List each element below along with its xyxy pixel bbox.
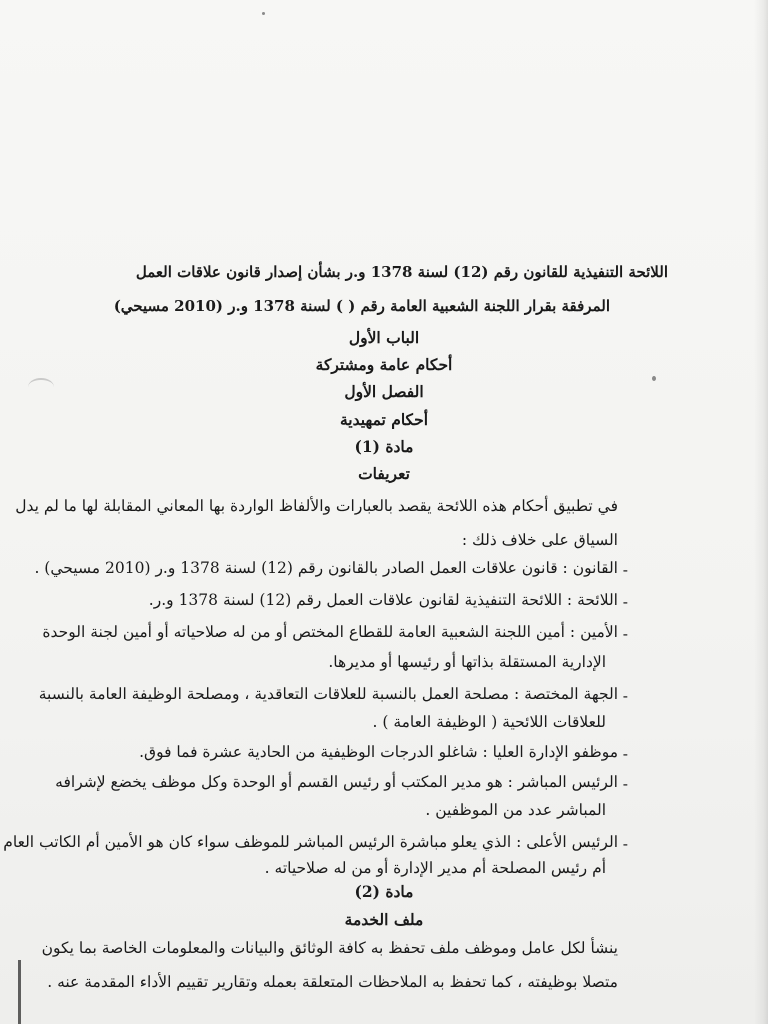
article-2-line-2: متصلا بوظيفته ، كما تحفظ به الملاحظات المتعلقة بعمله وتقارير تقييم الأداء المقدمة عنه . (47, 973, 618, 991)
definition-law: القانون : قانون علاقات العمل الصادر بالقانون رقم (12) لسنة 1378 و.ر (2010 مسيحي) . (34, 559, 618, 577)
definition-direct-supervisor: الرئيس المباشر : هو مدير المكتب أو رئيس القسم أو الوحدة وكل موظف يخضع لإشرافه (55, 773, 618, 791)
binding-mark (18, 960, 43, 1024)
section-heading: الباب الأول (348, 328, 420, 347)
chapter-subtitle: أحكام تمهيدية (339, 410, 429, 429)
scan-speck (262, 12, 265, 15)
article-1-title: تعريفات (358, 464, 410, 483)
chapter-heading: الفصل الأول (344, 382, 424, 401)
list-bullet: - (622, 625, 628, 643)
definition-secretary: الأمين : أمين اللجنة الشعبية العامة للقطاع المختص أو من له صلاحياته أو أمين لجنة الوحدة (42, 623, 618, 641)
page-edge-shadow (754, 0, 768, 1024)
document-title-line-1: اللائحة التنفيذية للقانون رقم (12) لسنة 1378 و.ر بشأن إصدار قانون علاقات العمل (135, 263, 668, 281)
list-bullet: - (622, 593, 628, 611)
definition-higher-supervisor: الرئيس الأعلى : الذي يعلو مباشرة الرئيس المباشر للموظف سواء كان هو الأمين أم الكاتب العام (3, 833, 618, 851)
document-title-line-2: المرفقة بقرار اللجنة الشعبية العامة رقم ( ) لسنة 1378 و.ر (2010 مسيحي) (113, 297, 610, 315)
list-bullet: - (622, 835, 628, 853)
definition-competent-authority-continued: للعلاقات اللائحية ( الوظيفة العامة ) . (372, 713, 606, 731)
article-2-title: ملف الخدمة (344, 910, 424, 929)
list-bullet: - (622, 745, 628, 763)
article-1-heading: مادة (1) (354, 437, 414, 456)
definition-secretary-continued: الإدارية المستقلة بذاتها أو رئيسها أو مديرها. (328, 653, 606, 671)
definition-senior-management: موظفو الإدارة العليا : شاغلو الدرجات الوظيفية من الحادية عشرة فما فوق. (139, 743, 618, 761)
list-bullet: - (622, 775, 628, 793)
article-2-heading: مادة (2) (354, 882, 414, 901)
article-1-intro-line-1: في تطبيق أحكام هذه اللائحة يقصد بالعبارات والألفاظ الواردة بها المعاني المقابلة لها ما لم يدل (15, 497, 618, 515)
definition-higher-supervisor-continued: أم رئيس المصلحة أم مدير الإدارة أو من له صلاحياته . (264, 859, 606, 877)
section-subtitle: أحكام عامة ومشتركة (315, 355, 453, 374)
article-2-line-1: ينشأ لكل عامل وموظف ملف تحفظ به كافة الوثائق والبيانات والمعلومات الخاصة بما يكون (41, 939, 618, 957)
list-bullet: - (622, 687, 628, 705)
definition-regulation: اللائحة : اللائحة التنفيذية لقانون علاقات العمل رقم (12) لسنة 1378 و.ر. (148, 591, 618, 609)
definition-competent-authority: الجهة المختصة : مصلحة العمل بالنسبة للعلاقات التعاقدية ، ومصلحة الوظيفة العامة بالنسبة (38, 685, 618, 703)
list-bullet: - (622, 561, 628, 579)
article-1-intro-line-2: السياق على خلاف ذلك : (461, 531, 618, 549)
scan-speck (652, 376, 656, 381)
definition-direct-supervisor-continued: المباشر عدد من الموظفين . (425, 801, 606, 819)
